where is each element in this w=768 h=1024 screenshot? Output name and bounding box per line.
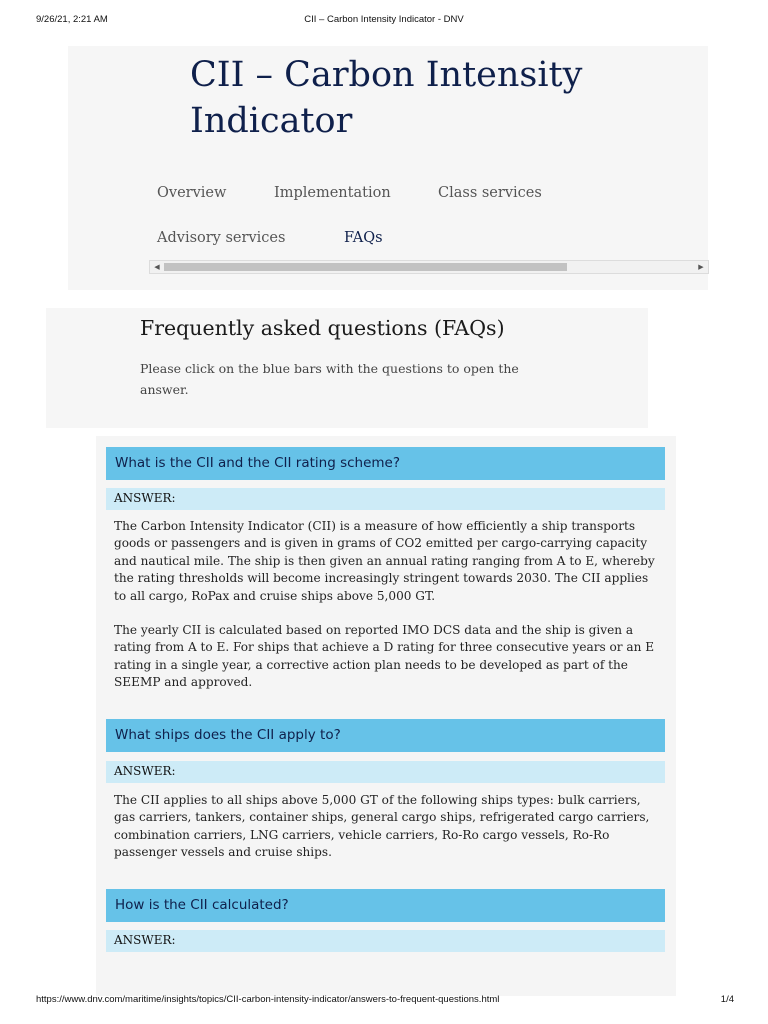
answer-label-2: ANSWER: xyxy=(106,761,665,783)
faq-question-1[interactable]: What is the CII and the CII rating scheme? xyxy=(106,447,665,480)
print-page-number: 1/4 xyxy=(720,994,734,1005)
answer-label-1: ANSWER: xyxy=(106,488,665,510)
faq-question-3[interactable]: How is the CII calculated? xyxy=(106,889,665,922)
print-datetime: 9/26/21, 2:21 AM xyxy=(36,14,108,25)
tab-implementation[interactable]: Implementation xyxy=(274,185,391,201)
tab-advisory-services[interactable]: Advisory services xyxy=(157,230,286,246)
tabs-scrollbar[interactable] xyxy=(149,260,709,274)
print-url: https://www.dnv.com/maritime/insights/topics/CII-carbon-intensity-indicator/answers-to-frequent-questions.html xyxy=(36,994,500,1005)
scrollbar-thumb[interactable] xyxy=(164,263,567,271)
scroll-left-icon[interactable]: ◀ xyxy=(154,263,160,271)
tab-faqs[interactable]: FAQs xyxy=(344,230,383,246)
faq-question-2[interactable]: What ships does the CII apply to? xyxy=(106,719,665,752)
answer-2-paragraph-1: The CII applies to all ships above 5,000 GT of the following ships types: bulk carriers, gas carriers, tankers, container ships, general cargo ships, refrigerated cargo carriers, combination carriers, LNG carriers, vehicle carriers, Ro-Ro cargo vessels, Ro-Ro passenger vessels and cruise ships. xyxy=(114,793,650,860)
answer-label-3: ANSWER: xyxy=(106,930,665,952)
faq-heading: Frequently asked questions (FAQs) xyxy=(140,316,505,340)
tab-class-services[interactable]: Class services xyxy=(438,185,542,201)
faq-description: Please click on the blue bars with the questions to open the answer. xyxy=(140,361,519,397)
print-doc-title: CII – Carbon Intensity Indicator - DNV xyxy=(304,14,464,25)
scroll-right-icon[interactable]: ▶ xyxy=(698,263,704,271)
tab-overview[interactable]: Overview xyxy=(157,185,227,201)
page-title: CII – Carbon Intensity Indicator xyxy=(190,55,583,141)
answer-1-paragraph-2: The yearly CII is calculated based on reported IMO DCS data and the ship is given a rating from A to E. For ships that achieve a D rating for three consecutive years or an E rating in a single year, a corrective action plan needs to be developed as part of the SEEMP and approved. xyxy=(114,623,655,690)
answer-1-paragraph-1: The Carbon Intensity Indicator (CII) is a measure of how efficiently a ship transports goods or passengers and is given in grams of CO2 emitted per cargo-carrying capacity and nautical mile. The ship is then given an annual rating ranging from A to E, whereby the rating thresholds will become increasingly stringent towards 2030. The CII applies to all cargo, RoPax and cruise ships above 5,000 GT. xyxy=(114,519,655,603)
